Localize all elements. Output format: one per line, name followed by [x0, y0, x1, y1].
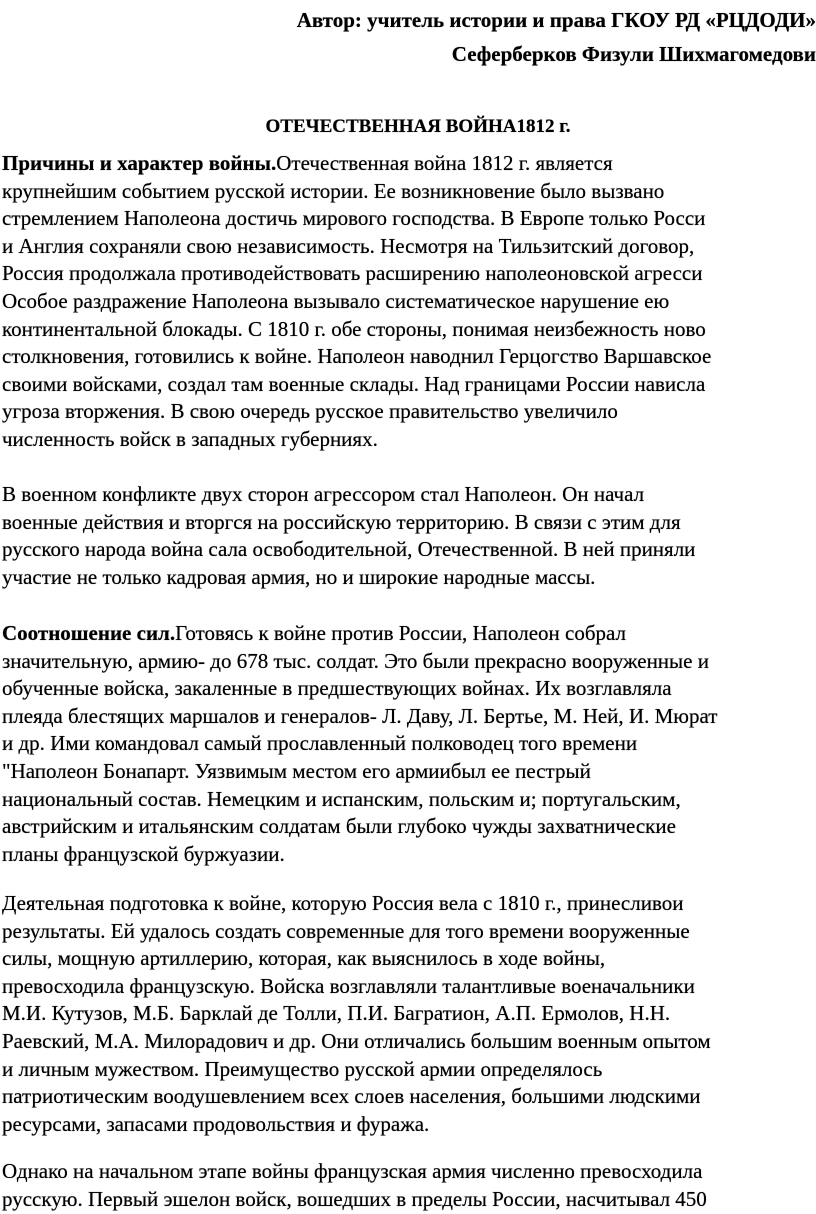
paragraph-line: угроза вторжения. В свою очередь русское правительство увеличило [2, 399, 618, 424]
paragraph-line [2, 150, 816, 178]
paragraph-line: и личным мужеством. Преимущество русской армии определялось [2, 1056, 603, 1081]
paragraph-line: австрийским и итальянским солдатам были глубоко чужды захватнические [2, 814, 676, 839]
paragraph-line: и Англия сохраняли свою независимость. Несмотря на Тильзитский договор, [2, 233, 695, 258]
paragraph-line: крупнейшим событием русской истории. Ее возникновение было вызвано [2, 178, 665, 203]
paragraph-forces [2, 620, 816, 868]
paragraph-line: ресурсами, запасами продовольствия и фуража. [2, 1111, 430, 1136]
paragraph-line: и др. Ими командовал самый прославленный полководец того времени [2, 731, 638, 756]
paragraph-preparation [2, 890, 816, 1138]
paragraph-line: М.И. Кутузов, М.Б. Барклай де Толли, П.И. Багратион, А.П. Ермолов, Н.Н. [2, 1001, 671, 1026]
paragraph-line: континентальной блокады. С 1810 г. обе стороны, понимая неизбежность ново [2, 316, 706, 341]
paragraph-line: Деятельная подготовка к войне, которую Россия вела с 1810 г., принесливои [2, 891, 684, 915]
paragraph-line: патриотическим воодушевлением всех слоев населения, большими людскими [2, 1084, 701, 1109]
paragraph-line: обученные войска, закаленные в предшествующих войнах. Их возглавляла [2, 676, 672, 701]
paragraph-line: Особое раздражение Наполеона вызывало систематическое нарушение ею [2, 288, 670, 313]
text-run: Отечественная война 1812 г. является [276, 151, 613, 175]
paragraph-line: плеяда блестящих маршалов и генералов- Л. Даву, Л. Бертье, М. Ней, И. Мюрат [2, 703, 718, 728]
paragraph-line: столкновения, готовились к войне. Наполеон наводнил Герцогство Варшавское [2, 344, 712, 369]
paragraph-line: численность войск в западных губерниях. [2, 426, 378, 451]
text-run: Готовясь к войне против России, Наполеон собрал [175, 621, 627, 645]
paragraph-line: военные действия и вторгся на российскую территорию. В связи с этим для [2, 509, 681, 534]
author-name-line: Сеферберков Физули Шихмагомедови [451, 42, 816, 66]
section-heading: Причины и характер войны. [2, 151, 277, 175]
paragraph-line: национальный состав. Немецким и испанским, польским и; португальским, [2, 786, 681, 811]
paragraph-line: планы французской буржуазии. [2, 841, 285, 866]
paragraph-line: Россия продолжала противодействовать расширению наполеоновской агресси [2, 261, 703, 286]
paragraph-line: В военном конфликте двух сторон агрессором стал Наполеон. Он начал [2, 482, 645, 506]
paragraph-line: силы, мощную артиллерию, которая, как выяснилось в ходе войны, [2, 946, 606, 971]
paragraph-line: значительную, армию- до 678 тыс. солдат. Это были прекрасно вооруженные и [2, 648, 709, 673]
paragraph-line: русскую. Первый эшелон войск, вошедших в пределы России, насчитывал 450 [2, 1186, 707, 1211]
paragraph-line: русского народа война сала освободительной, Отечественной. В ней приняли [2, 537, 696, 562]
paragraph-aggressor [2, 481, 816, 591]
document-title: ОТЕЧЕСТВЕННАЯ ВОЙНА1812 г. [265, 116, 571, 137]
paragraph-line: участие не только кадровая армия, но и широкие народные массы. [2, 564, 596, 589]
paragraph-line: Раевский, М.А. Милорадович и др. Они отличались большим военным опытом [2, 1028, 711, 1053]
paragraph-line: результаты. Ей удалось создать современные для того времени вооруженные [2, 918, 690, 943]
section-heading: Соотношение сил. [2, 621, 176, 645]
paragraph-line: стремлением Наполеона достичь мирового господства. В Европе только Росси [2, 206, 706, 231]
paragraph-line [2, 620, 816, 648]
paragraph-line: превосходила французскую. Войска возглавляли талантливые военачальники [2, 973, 695, 998]
paragraph-line: "Наполеон Бонапарт. Уязвимым местом его армиибыл ее пестрый [2, 758, 591, 783]
paragraph-initial-stage [2, 1158, 816, 1213]
paragraph-line: своими войсками, создал там военные склады. Над границами России нависла [2, 371, 706, 396]
paragraph-causes [2, 150, 816, 454]
paragraph-line: Однако на начальном этапе войны французская армия численно превосходила [2, 1159, 703, 1183]
author-line: Автор: учитель истории и права ГКОУ РД «РЦДОДИ» [296, 8, 816, 32]
